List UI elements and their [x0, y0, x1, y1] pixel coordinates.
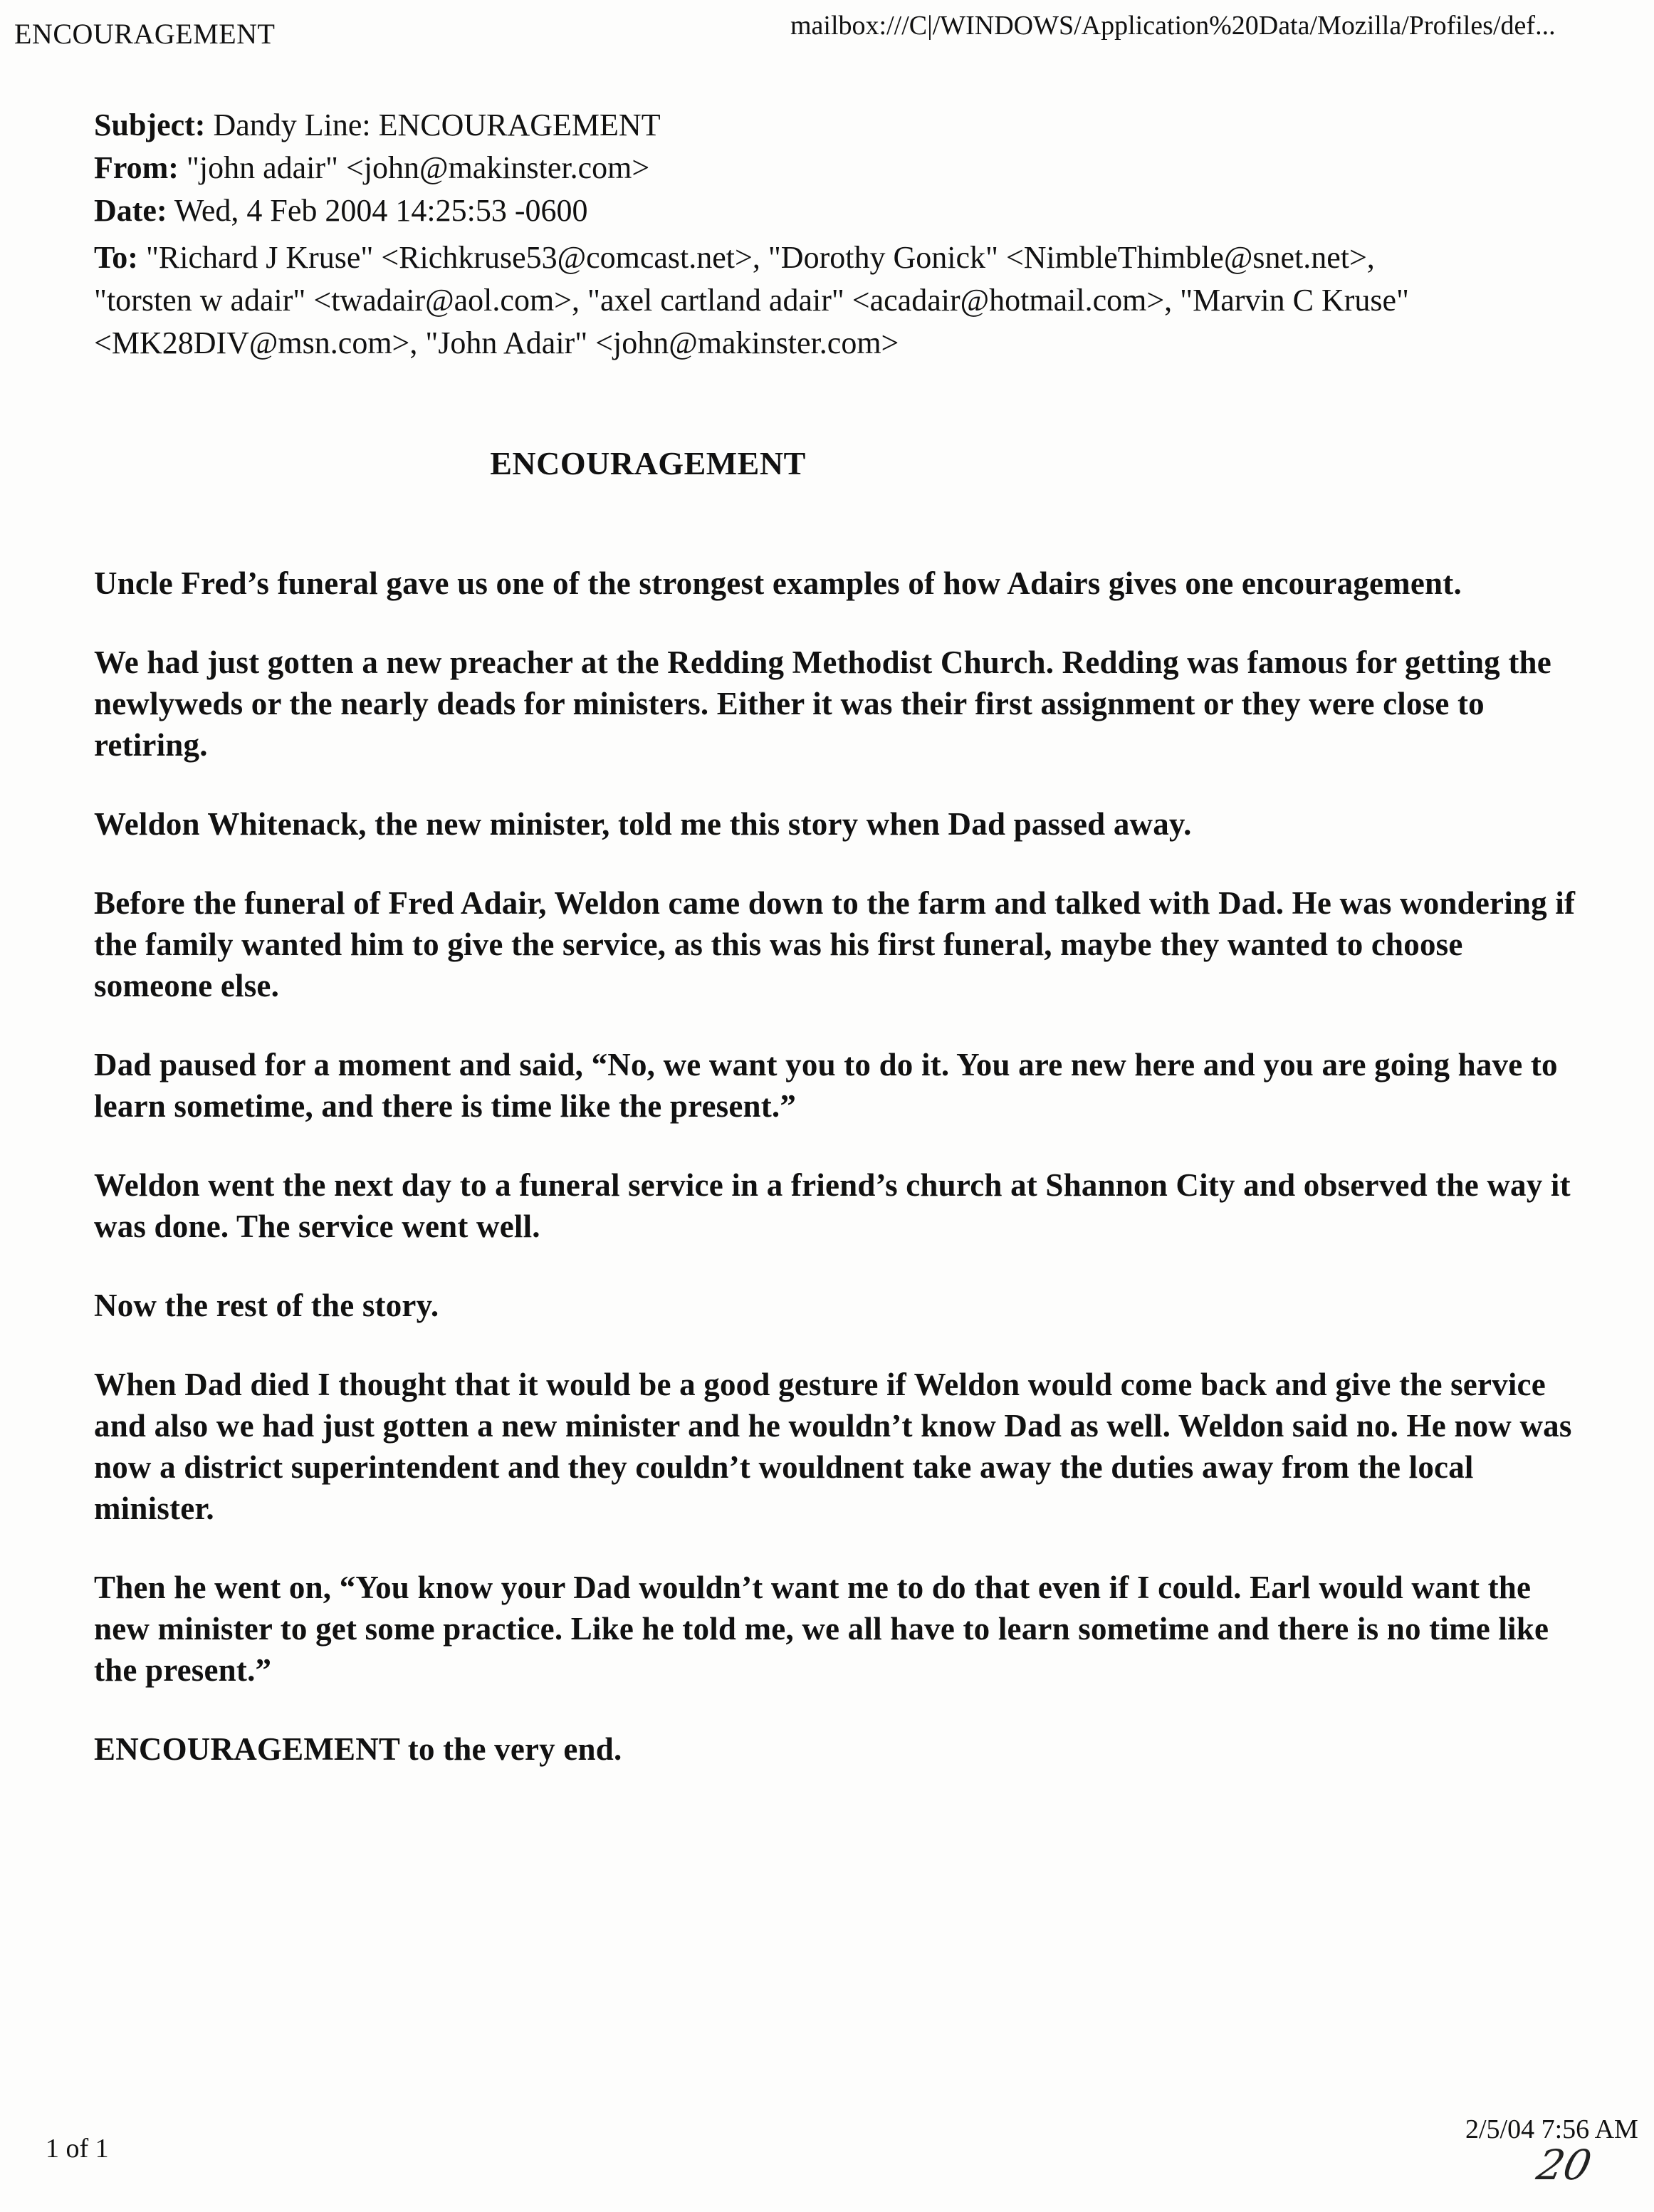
print-header-url: mailbox:///C|/WINDOWS/Application%20Data/Mozilla/Profiles/def...	[790, 11, 1556, 41]
paragraph: Then he went on, “You know your Dad wouldn’t want me to do that even if I could. Earl would want the new minister to get some practice. Like he told me, we all have to learn sometime and there is no time like the present.”	[94, 1570, 1549, 1688]
subject-value: Dandy Line: ENCOURAGEMENT	[213, 108, 661, 142]
email-body	[94, 563, 1582, 1807]
to-label: To:	[94, 240, 138, 275]
handwritten-page-number: 20	[1532, 2141, 1596, 2189]
document-title: ENCOURAGEMENT	[490, 445, 806, 481]
to-value: "Richard J Kruse" <Richkruse53@comcast.net>, "Dorothy Gonick" <NimbleThimble@snet.net>, "torsten w adair" <twadair@aol.com>, "axel cartland adair" <acadair@hotmail.com>, "Marvin C Kruse" <MK28DIV@msn.com>, "John Adair" <john@makinster.com>	[94, 240, 1410, 360]
paragraph: Weldon Whitenack, the new minister, told me this story when Dad passed away.	[94, 806, 1192, 842]
paragraph: Dad paused for a moment and said, “No, we want you to do it. You are new here and you are going have to learn sometime, and there is time like the present.”	[94, 1047, 1558, 1124]
date-row	[94, 189, 1589, 232]
paragraph: Now the rest of the story.	[94, 1288, 439, 1323]
paragraph: Weldon went the next day to a funeral service in a friend’s church at Shannon City and observed the way it was done. The service went well.	[94, 1167, 1571, 1244]
date-label: Date:	[94, 193, 167, 228]
from-value: "john adair" <john@makinster.com>	[186, 150, 650, 185]
email-headers	[94, 104, 1589, 365]
page-number: 1 of 1	[46, 2134, 109, 2164]
paragraph: When Dad died I thought that it would be a good gesture if Weldon would come back and give the service and also we had just gotten a new minister and he wouldn’t know Dad as well. Weldon said no. He now was now a district superintendent and they couldn’t wouldnent take away the duties away from the local minister.	[94, 1367, 1572, 1526]
paragraph: Uncle Fred’s funeral gave us one of the strongest examples of how Adairs gives one encouragement.	[94, 565, 1462, 601]
paragraph: We had just gotten a new preacher at the Redding Methodist Church. Redding was famous for getting the newlyweds or the nearly deads for ministers. Either it was their first assignment or they were close to retiring.	[94, 645, 1551, 763]
paragraph: Before the funeral of Fred Adair, Weldon came down to the farm and talked with Dad. He was wondering if the family wanted him to give the service, as this was his first funeral, maybe they wanted to choose someone else.	[94, 885, 1576, 1003]
print-timestamp: 2/5/04 7:56 AM	[1465, 2114, 1638, 2144]
subject-row	[94, 104, 1589, 147]
from-label: From:	[94, 150, 179, 185]
subject-label: Subject:	[94, 108, 206, 142]
from-row	[94, 147, 1589, 189]
closing-line: ENCOURAGEMENT to the very end.	[94, 1731, 622, 1767]
to-row	[94, 236, 1433, 365]
print-header-title: ENCOURAGEMENT	[14, 18, 276, 50]
date-value: Wed, 4 Feb 2004 14:25:53 -0600	[174, 193, 588, 228]
